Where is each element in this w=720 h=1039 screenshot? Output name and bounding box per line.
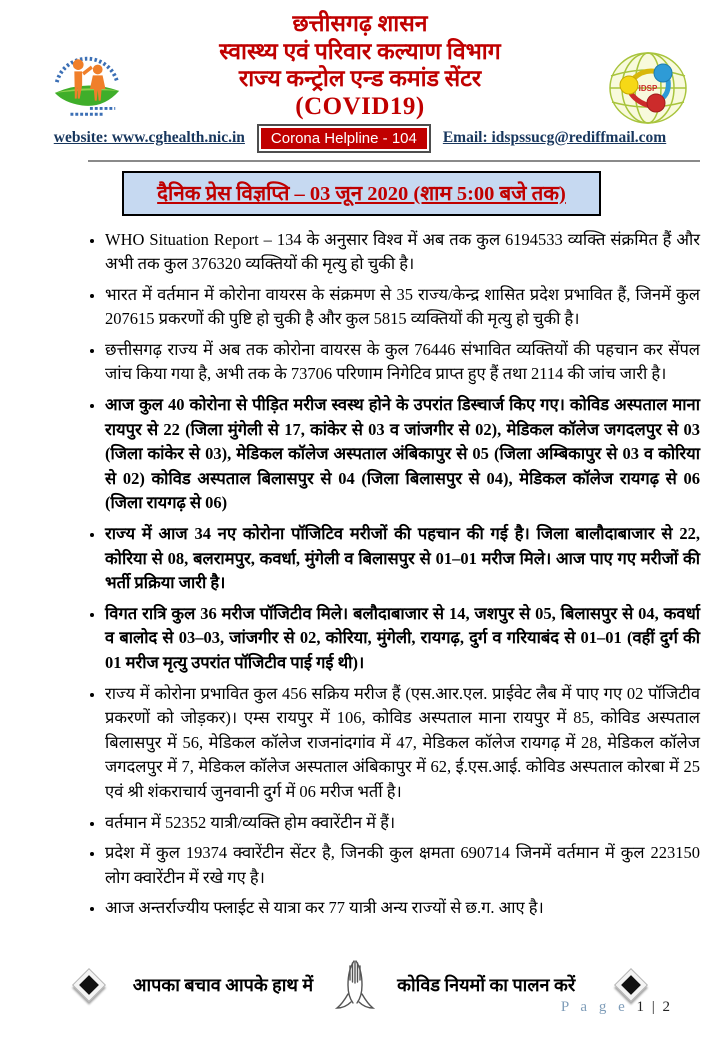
health-department-logo-icon xyxy=(46,50,128,124)
bullet-list xyxy=(0,228,700,921)
covid-label: (COVID19) xyxy=(295,92,425,120)
folded-hands-icon xyxy=(335,958,375,1012)
idsp-logo-text: IDSP xyxy=(638,84,658,93)
header-divider xyxy=(88,160,700,162)
email-link[interactable]: Email: idspssucg@rediffmail.com xyxy=(442,129,667,146)
bullet-item: • प्रदेश में कुल 19374 क्वारेंटीन सेंटर है, जिनकी कुल क्षमता 690714 जिनमें वर्तमान में कुल 223150 लोग क्वारेंटीन में रखे गए है। xyxy=(105,841,700,890)
diamond-icon xyxy=(72,968,106,1002)
bullet-item: • WHO Situation Report – 134 के अनुसार विश्व में अब तक कुल 6194533 व्यक्ति संक्रमित हैं और अभी तक कुल 376320 व्यक्तियों की मृत्यु हो चुकी है। xyxy=(105,228,700,277)
page-number-word: P a g e xyxy=(560,999,629,1015)
idsp-globe-logo-icon xyxy=(606,50,690,128)
bullet-item: • राज्य में कोरोना प्रभावित कुल 456 सक्रिय मरीज हैं (एस.आर.एल. प्राईवेट लैब में पाए गए 02 पॉजिटीव प्रकरणों को जोड़कर)। एम्स रायपुर में 106, कोविड अस्पताल माना रायपुर में 85, कोविड अस्पताल बिलासपुर में 56, मेडिकल कॉलेज राजनांदगांव में 47, मेडिकल कॉलेज रायगढ़ में 28, मेडिकल कॉलेज जगदलपुर में 7, मेडिकल कॉलेज अस्पताल अंबिकापुर में 62, ई.एस.आई. कोविड अस्पताल कोरबा में 25 एवं श्री शंकराचार्य जुनवानी दुर्ग में 06 मरीज भर्ती है। xyxy=(105,682,700,805)
page-number xyxy=(561,999,672,1016)
press-release-title: दैनिक प्रेस विज्ञप्ति – 03 जून 2020 (शाम 5:00 बजे तक) xyxy=(157,182,566,205)
bullet-item: • विगत रात्रि कुल 36 मरीज पॉजिटीव मिले। बलौदाबाजार से 14, जशपुर से 05, बिलासपुर से 04, कवर्धा व बालोद से 03–03, जांजगीर से 02, कोरिया, मुंगेली, रायगढ़, दुर्ग व गरियाबंद से 01–01 (वहीं दुर्ग की 01 मरीज मृत्यु उपरांत पॉजिटीव पाई गई थी)। xyxy=(105,602,700,676)
website-link[interactable]: website: www.cghealth.nic.in xyxy=(53,129,245,146)
header xyxy=(0,0,720,162)
bullet-item: • छत्तीसगढ़ राज्य में अब तक कोरोना वायरस के कुल 76446 संभावित व्यक्तियों की पहचान कर सेंपल जांच किया गया है, अभी तक के 73706 परिणाम निगेटिव प्राप्त हुए हैं तथा 2114 की जांच जारी है। xyxy=(105,338,700,387)
center-name: राज्य कन्ट्रोल एन्ड कमांड सेंटर xyxy=(238,66,482,91)
dept-name: स्वास्थ्य एवं परिवार कल्याण विभाग xyxy=(219,38,501,64)
bullet-item: • भारत में वर्तमान में कोरोना वायरस के संक्रमण से 35 राज्य/केन्द्र शासित प्रदेश प्रभावित हैं, जिनमें कुल 207615 प्रकरणों की पुष्टि हो चुकी है और कुल 5815 व्यक्तियों की मृत्यु हो चुकी है। xyxy=(105,283,700,332)
bullet-item: • आज अन्तर्राज्यीय फ्लाईट से यात्रा कर 77 यात्री अन्य राज्यों से छ.ग. आए है। xyxy=(105,896,700,921)
helpline-label: Corona Helpline - 104 xyxy=(261,128,427,149)
bullet-item: • वर्तमान में 52352 यात्री/व्यक्ति होम क्वारेंटीन में हैं। xyxy=(105,811,700,836)
press-release-title-bar xyxy=(122,171,601,216)
org-name: छत्तीसगढ़ शासन xyxy=(292,11,428,36)
diamond-icon xyxy=(614,968,648,1002)
footer-slogan-left: आपका बचाव आपके हाथ में xyxy=(132,975,314,995)
footer-slogan-right: कोविड नियमों का पालन करें xyxy=(397,975,576,995)
helpline-box xyxy=(257,124,431,153)
page-number-digits: 1 | 2 xyxy=(636,999,672,1015)
bullet-item: • राज्य में आज 34 नए कोरोना पॉजिटिव मरीजों की पहचान की गई है। जिला बालौदाबाजार से 22, कोरिया से 08, बलरामपुर, कवर्धा, मुंगेली व बिलासपुर से 01–01 मरीज मिले। आज पाए गए मरीजों की भर्ती प्रक्रिया जारी है। xyxy=(105,522,700,596)
bullet-item: • आज कुल 40 कोरोना से पीड़ित मरीज स्वस्थ होने के उपरांत डिस्चार्ज किए गए। कोविड अस्पताल माना रायपुर से 22 (जिला मुंगेली से 17, कांकेर से 03 व जांजगीर से 02), मेडिकल कॉलेज जगदलपुर से 03 (जिला कांकेर से 03), मेडिकल कॉलेज अस्पताल अंबिकापुर से 05 (जिला अम्बिकापुर से 03 व कोरिया से 02) कोविड अस्पताल बिलासपुर से 04 (जिला बिलासपुर से 04), मेडिकल कॉलेज रायगढ़ से 06 (जिला रायगढ़ से 06) xyxy=(105,393,700,516)
